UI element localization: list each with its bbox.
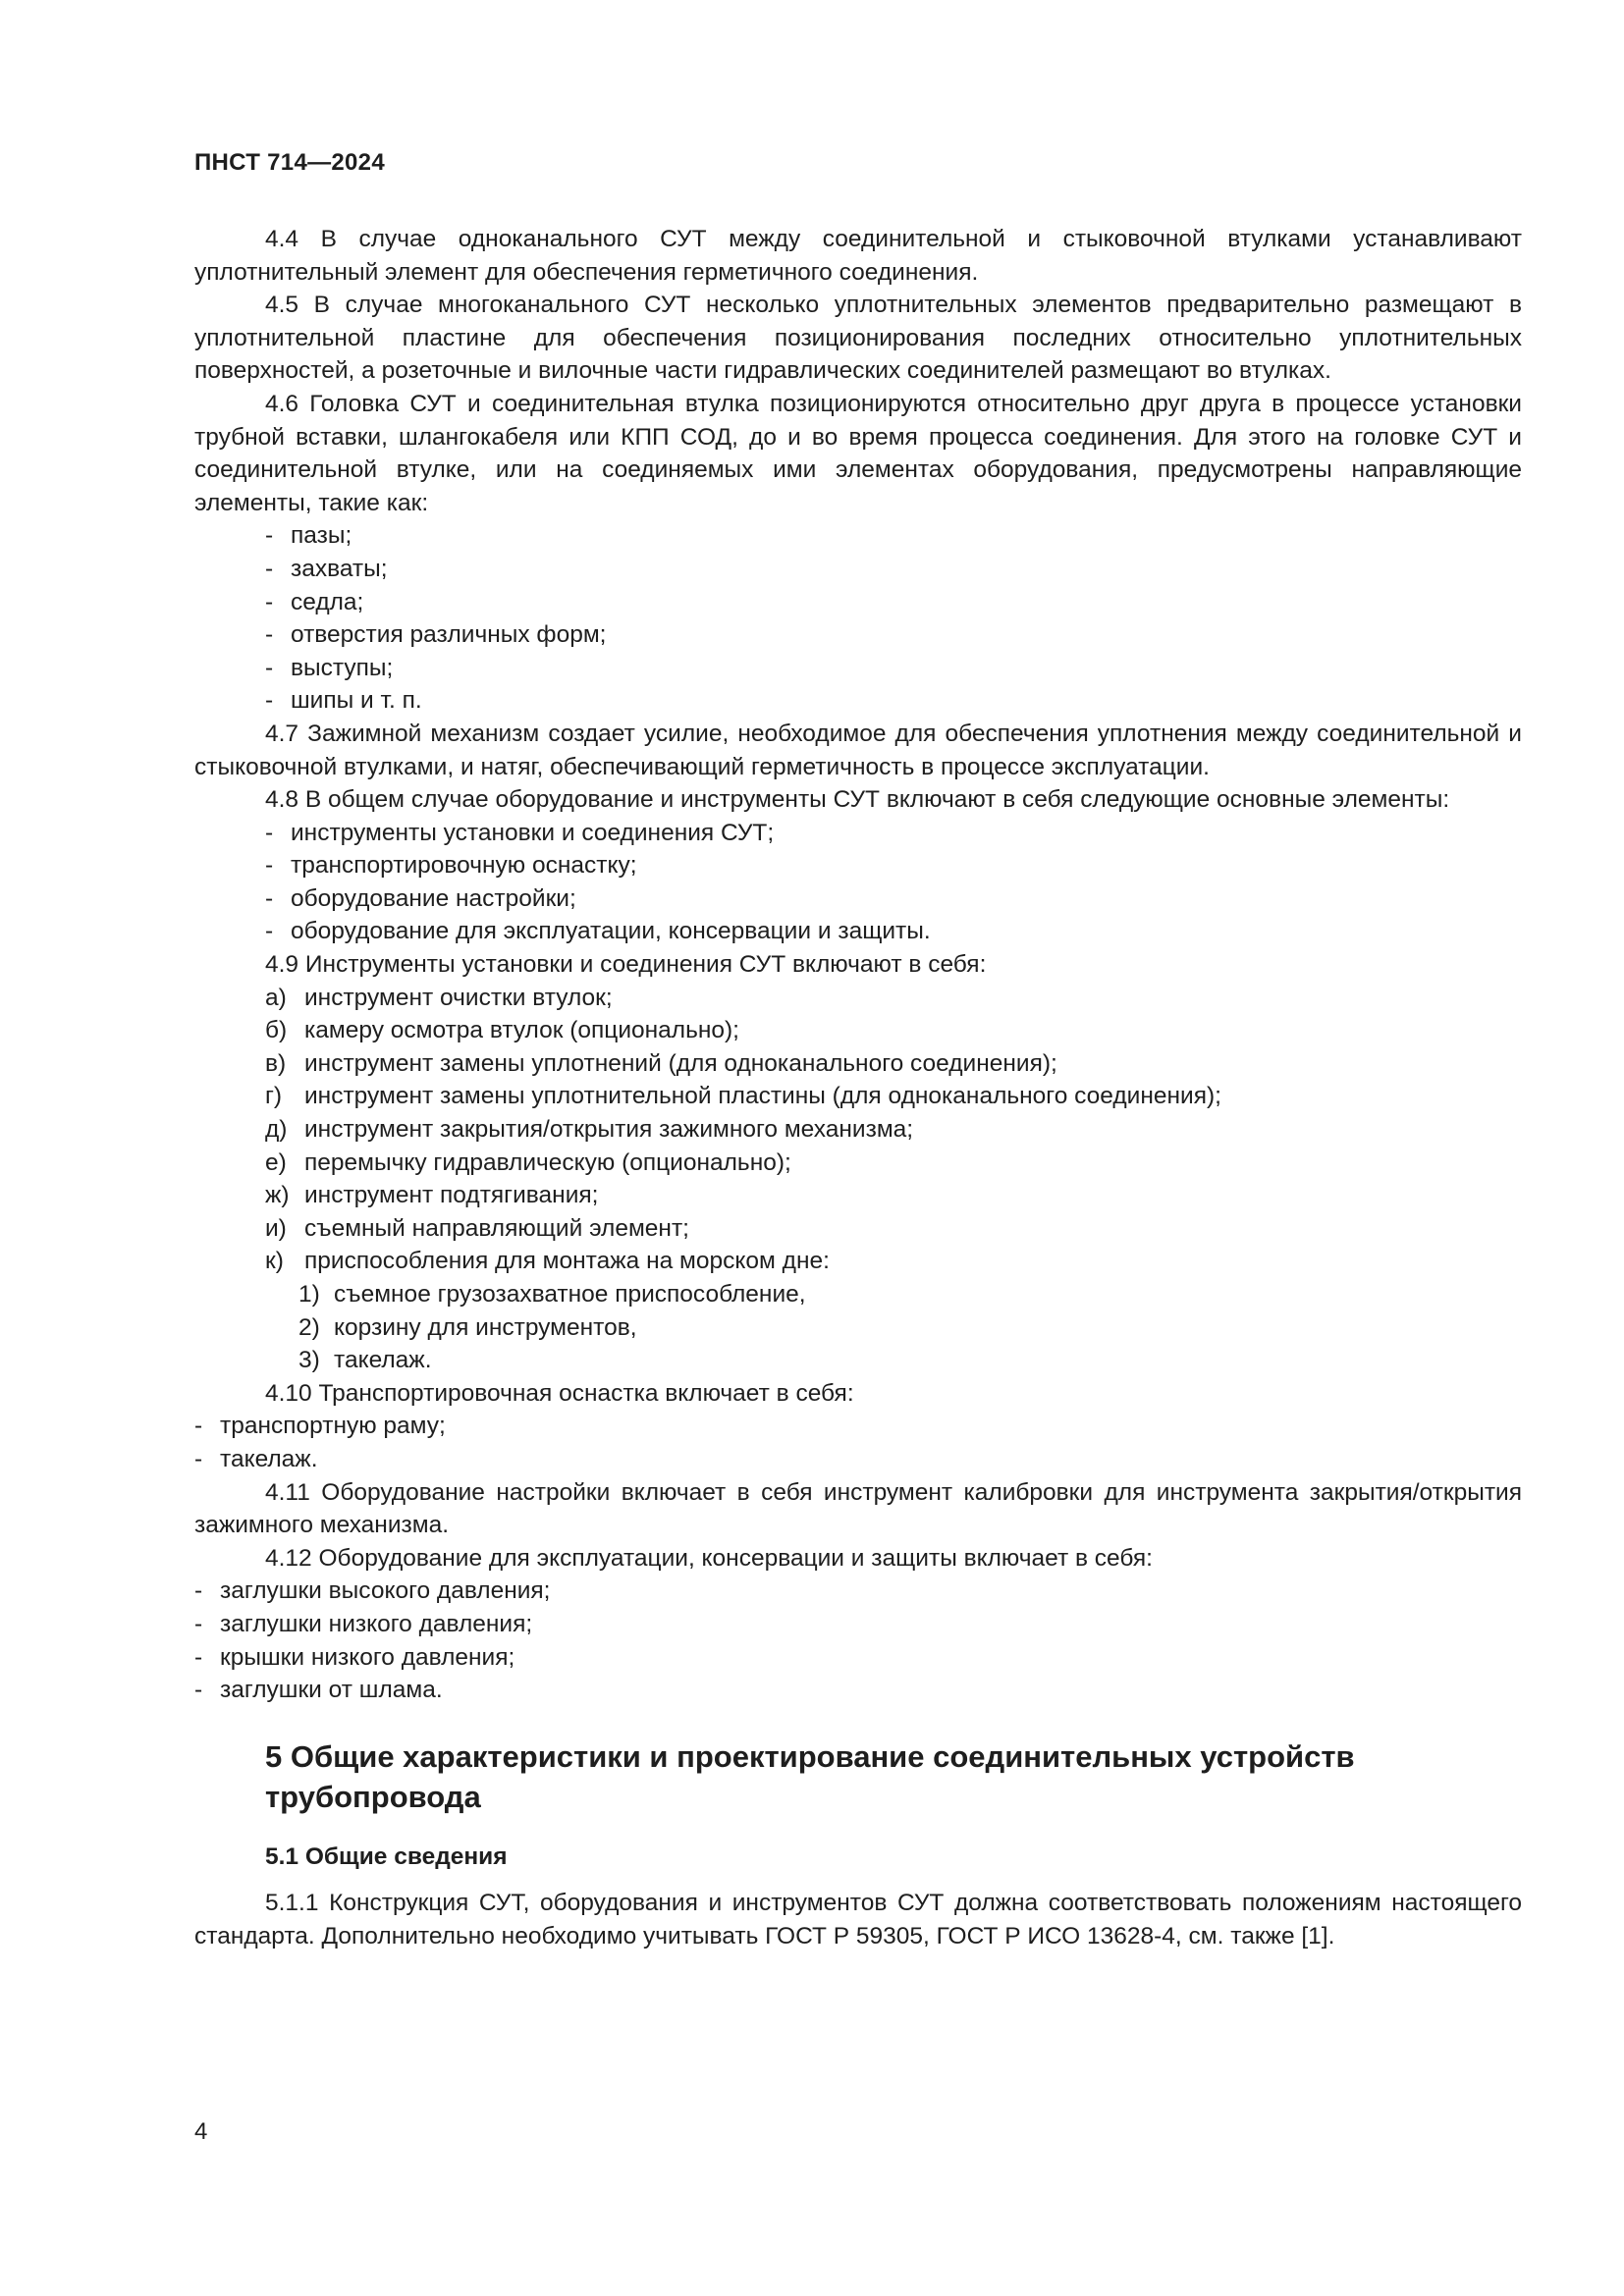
list-item: - крышки низкого давления; xyxy=(194,1643,515,1671)
list-item: д) инструмент закрытия/открытия зажимного механизма; xyxy=(265,1116,914,1144)
paragraph-4-5: 4.5 В случае многоканального СУТ несколько уплотнительных элементов предварительно размещают в уплотнительной пластине для обеспечения позиционирования последних относительно уплотнительных поверхностей, а розеточные и вилочные части гидравлических соединителей размещают во втулках. xyxy=(194,292,1522,385)
subsection-5-1-heading: 5.1 Общие сведения xyxy=(265,1842,508,1870)
paragraph-4-6: 4.6 Головка СУТ и соединительная втулка позиционируются относительно друг друга в процессе установки трубной вставки, шлангокабеля или КПП СОД, до и во время процесса соединения. Для этого на головке СУТ и соединительной втулке, или на соединяемых ими элементах оборудования, предусмотрены направляющие элементы, такие как: xyxy=(194,390,1522,516)
list-item: - транспортную раму; xyxy=(194,1413,446,1440)
list-item: - выступы; xyxy=(265,654,394,681)
paragraph-5-1-1: 5.1.1 Конструкция СУТ, оборудования и инструментов СУТ должна соответствовать положениям настоящего стандарта. Дополнительно необходимо учитывать ГОСТ Р 59305, ГОСТ Р ИСО 13628-4, см. также [1]. xyxy=(194,1890,1522,1949)
paragraph-4-12: 4.12 Оборудование для эксплуатации, консервации и защиты включает в себя: xyxy=(265,1544,1153,1572)
list-item: - оборудование для эксплуатации, консервации и защиты. xyxy=(265,918,931,945)
list-4-12 xyxy=(194,1575,1522,1706)
section-5-heading: 5 Общие характеристики и проектирование соединительных устройств трубопровода xyxy=(265,1738,1355,1814)
list-item: - транспортировочную оснастку; xyxy=(265,852,637,880)
document-code: ПНСТ 714—2024 xyxy=(194,149,385,176)
list-item: - заглушки низкого давления; xyxy=(194,1610,533,1637)
list-item: б) камеру осмотра втулок (опционально); xyxy=(265,1017,739,1044)
paragraph-4-11: 4.11 Оборудование настройки включает в себя инструмент калибровки для инструмента закрытия/открытия зажимного механизма. xyxy=(194,1478,1522,1539)
list-item: г) инструмент замены уплотнительной пластины (для одноканального соединения); xyxy=(265,1083,1221,1110)
list-item: - пазы; xyxy=(265,522,352,550)
list-item: и) съемный направляющий элемент; xyxy=(265,1214,689,1242)
list-item: к) приспособления для монтажа на морском дне: xyxy=(265,1248,830,1275)
list-4-10 xyxy=(194,1410,1522,1475)
paragraph-4-4: 4.4 В случае одноканального СУТ между соединительной и стыковочной втулками устанавливают уплотнительный элемент для обеспечения герметичного соединения. xyxy=(194,226,1522,286)
sub-list-item: 2) корзину для инструментов, xyxy=(298,1313,637,1341)
list-item: - оборудование настройки; xyxy=(265,884,576,912)
list-4-9 xyxy=(194,982,1522,1377)
list-item: - отверстия различных форм; xyxy=(265,621,607,649)
list-4-6 xyxy=(194,519,1522,718)
document-body xyxy=(194,223,1522,1953)
sub-list-item: 1) съемное грузозахватное приспособление, xyxy=(298,1281,806,1308)
list-item: - седла; xyxy=(265,588,364,615)
list-item: е) перемычку гидравлическую (опционально); xyxy=(265,1148,791,1176)
list-4-8 xyxy=(194,817,1522,948)
paragraph-4-8: 4.8 В общем случае оборудование и инструменты СУТ включают в себя следующие основные элементы: xyxy=(265,786,1450,814)
list-item: - такелаж. xyxy=(194,1445,318,1472)
list-item: - заглушки от шлама. xyxy=(194,1677,443,1704)
page-number: 4 xyxy=(194,2118,208,2145)
list-item: а) инструмент очистки втулок; xyxy=(265,984,613,1011)
list-item: ж) инструмент подтягивания; xyxy=(265,1182,599,1209)
list-item: в) инструмент замены уплотнений (для одноканального соединения); xyxy=(265,1049,1057,1077)
list-item: - инструменты установки и соединения СУТ; xyxy=(265,819,775,846)
list-item: - заглушки высокого давления; xyxy=(194,1577,551,1605)
paragraph-4-9: 4.9 Инструменты установки и соединения СУТ включают в себя: xyxy=(265,951,987,979)
list-item: - захваты; xyxy=(265,555,388,582)
paragraph-4-7: 4.7 Зажимной механизм создает усилие, необходимое для обеспечения уплотнения между соединительной и стыковочной втулками, и натяг, обеспечивающий герметичность в процессе эксплуатации. xyxy=(194,720,1522,780)
list-item: - шипы и т. п. xyxy=(265,687,422,715)
sub-list-item: 3) такелаж. xyxy=(298,1347,432,1374)
paragraph-4-10: 4.10 Транспортировочная оснастка включает в себя: xyxy=(265,1379,854,1407)
